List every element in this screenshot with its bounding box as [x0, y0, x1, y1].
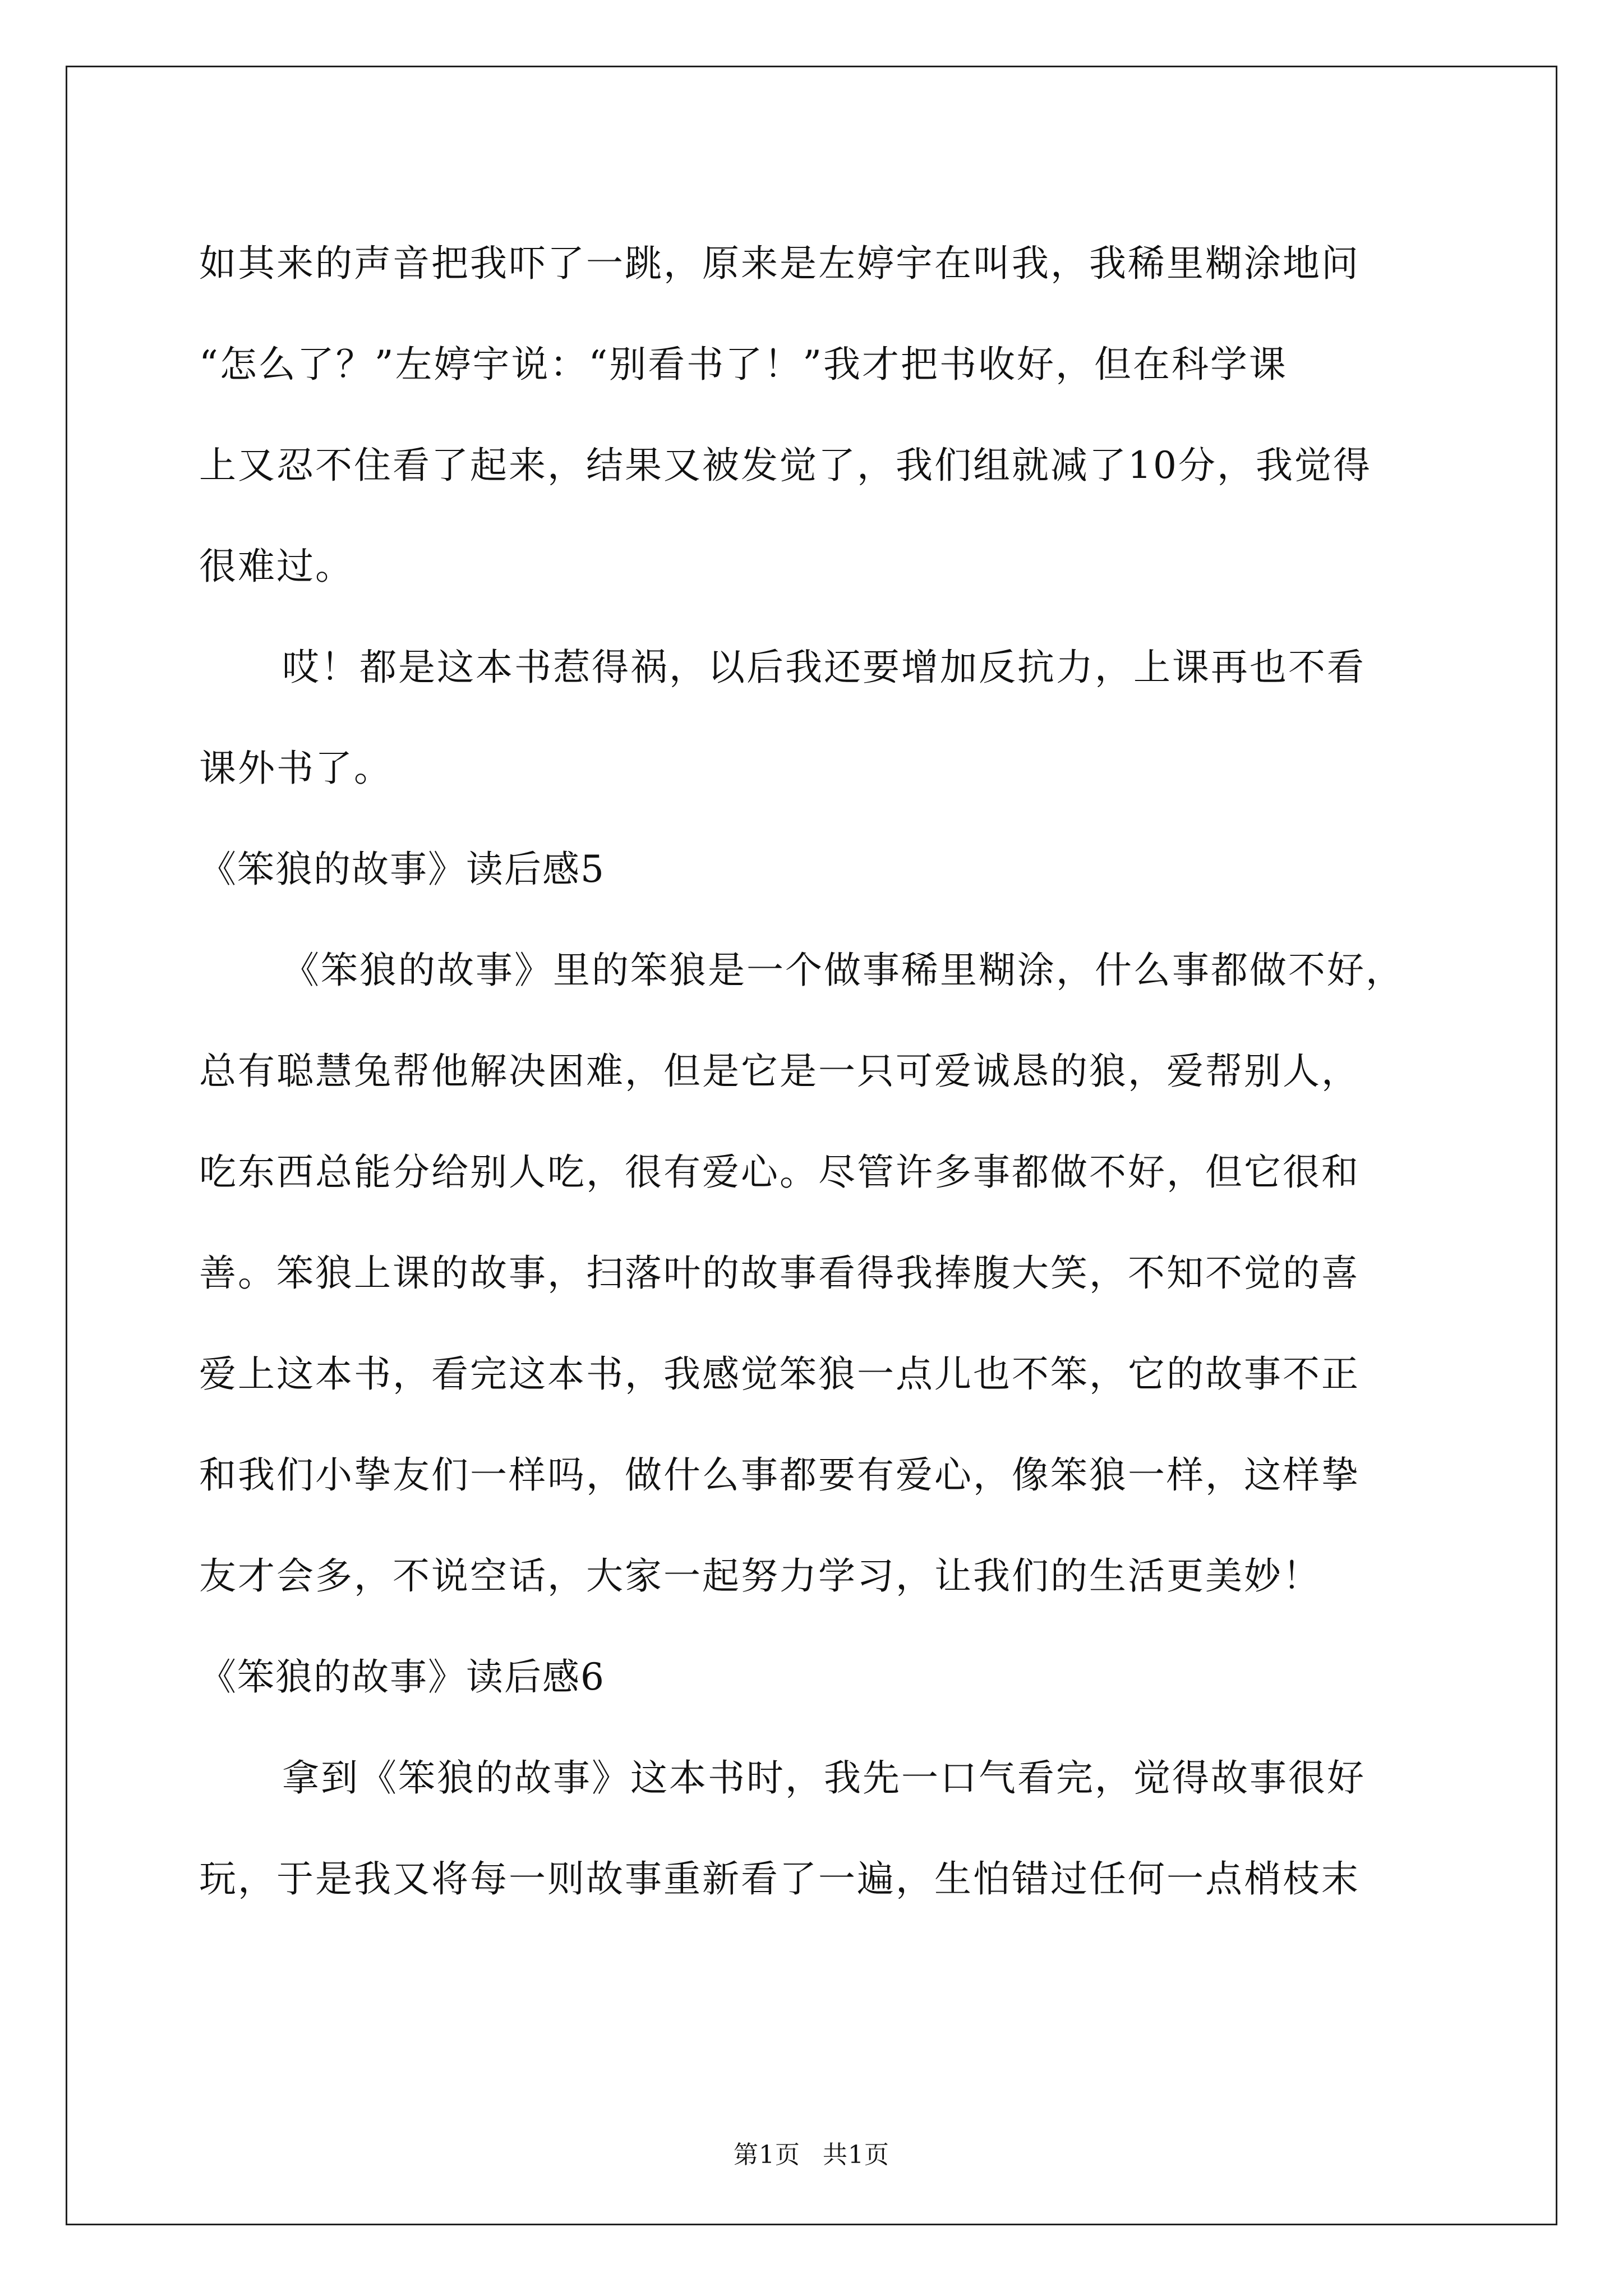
body-line: 善。笨狼上课的故事，扫落叶的故事看得我捧腹大笑，不知不觉的喜 — [199, 1251, 1360, 1295]
document-body — [199, 213, 1430, 1930]
section-heading: 《笨狼的故事》读后感5 — [199, 848, 605, 891]
page-footer — [0, 2134, 1623, 2170]
page-total: 共1页 — [823, 2141, 889, 2169]
body-line: 总有聪慧兔帮他解决困难，但是它是一只可爱诚恳的狼，爱帮别人， — [199, 1050, 1360, 1093]
body-line: 很难过。 — [199, 545, 354, 588]
body-line: “怎么了？”左婷宇说：“别看书了！”我才把书收好，但在科学课 — [199, 343, 1288, 386]
body-line: 如其来的声音把我吓了一跳，原来是左婷宇在叫我，我稀里糊涂地问 — [199, 242, 1360, 285]
body-line: 和我们小挚友们一样吗，做什么事都要有爱心，像笨狼一样，这样挚 — [199, 1453, 1360, 1497]
body-line: 玩，于是我又将每一则故事重新看了一遍，生怕错过任何一点梢枝末 — [199, 1857, 1360, 1901]
body-line: 上又忍不住看了起来，结果又被发觉了，我们组就减了10分，我觉得 — [199, 444, 1372, 487]
body-line: 课外书了。 — [199, 747, 393, 790]
section-heading: 《笨狼的故事》读后感6 — [199, 1655, 605, 1699]
paragraph-first-line: 拿到《笨狼的故事》这本书时，我先一口气看完，觉得故事很好 — [282, 1756, 1366, 1800]
page-number: 第1页 — [734, 2141, 800, 2169]
body-line: 吃东西总能分给别人吃，很有爱心。尽管许多事都做不好，但它很和 — [199, 1151, 1360, 1194]
paragraph-first-line: 哎！都是这本书惹得祸，以后我还要增加反抗力，上课再也不看 — [282, 646, 1366, 689]
body-line: 爱上这本书，看完这本书，我感觉笨狼一点儿也不笨，它的故事不正 — [199, 1352, 1360, 1396]
body-line: 友才会多，不说空话，大家一起努力学习，让我们的生活更美妙！ — [199, 1554, 1321, 1598]
paragraph-first-line: 《笨狼的故事》里的笨狼是一个做事稀里糊涂，什么事都做不好， — [282, 949, 1404, 992]
